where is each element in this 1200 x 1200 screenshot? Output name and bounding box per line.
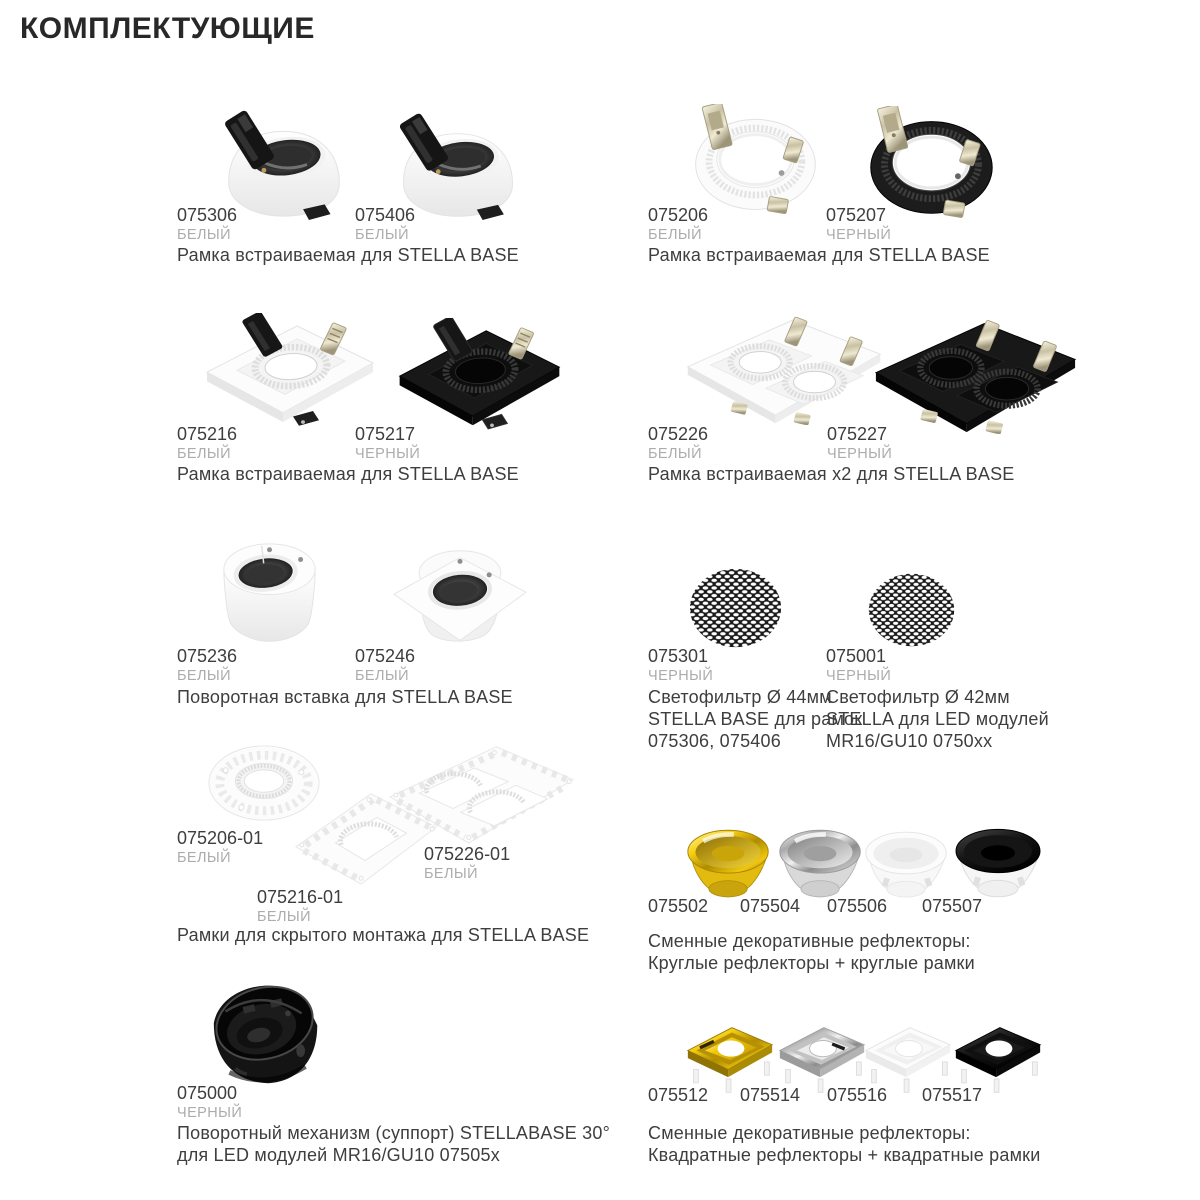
product-code-075502: 075502	[648, 896, 709, 916]
product-description-line: Рамки для скрытого монтажа для STELLA BASE	[177, 925, 590, 945]
product-code-075207: 075207	[826, 205, 887, 225]
product-description	[177, 924, 589, 946]
product-description-line: Рамка встраиваемая для STELLA BASE	[177, 245, 519, 265]
product-code-075512: 075512	[648, 1085, 709, 1105]
product-description	[648, 244, 990, 266]
product-image-075306	[213, 106, 355, 221]
product-image-075507	[952, 825, 1046, 904]
product-code-075226-01: 075226-01	[424, 844, 511, 864]
product-code-075001: 075001	[826, 646, 887, 666]
product-description-line: Сменные декоративные рефлекторы:	[648, 931, 971, 951]
product-variant-075000: ЧЕРНЫЙ	[177, 1105, 243, 1121]
product-description	[648, 930, 975, 974]
product-image-075227	[870, 316, 1082, 434]
product-description	[177, 1122, 610, 1166]
product-variant-075236: БЕЛЫЙ	[177, 668, 231, 684]
product-description	[177, 244, 519, 266]
product-description-line: Рамка встраиваемая для STELLA BASE	[648, 245, 990, 265]
product-code-075236: 075236	[177, 646, 238, 666]
product-image-075000	[206, 978, 328, 1096]
product-code-075516: 075516	[827, 1085, 888, 1105]
product-code-075506: 075506	[827, 896, 888, 916]
product-variant-075226: БЕЛЫЙ	[648, 446, 702, 462]
product-code-075216: 075216	[177, 424, 238, 444]
product-variant-075226-01: БЕЛЫЙ	[424, 866, 478, 882]
product-code-075226: 075226	[648, 424, 709, 444]
product-variant-075246: БЕЛЫЙ	[355, 668, 409, 684]
product-description-line: MR16/GU10 0750xx	[826, 731, 993, 751]
product-variant-075216: БЕЛЫЙ	[177, 446, 231, 462]
product-variant-075206: БЕЛЫЙ	[648, 227, 702, 243]
product-code-075504: 075504	[740, 896, 801, 916]
product-code-075206: 075206	[648, 205, 709, 225]
product-description-line: Сменные декоративные рефлекторы:	[648, 1123, 971, 1143]
product-description-line: 075306, 075406	[648, 731, 781, 751]
product-description-line: Квадратные рефлекторы + квадратные рамки	[648, 1145, 1041, 1165]
product-description-line: STELLA для LED модулей	[826, 709, 1049, 729]
product-code-075000: 075000	[177, 1083, 238, 1103]
product-image-075236	[219, 540, 321, 652]
product-description	[648, 463, 1015, 485]
product-variant-075207: ЧЕРНЫЙ	[826, 227, 892, 243]
product-description-line: для LED модулей MR16/GU10 07505x	[177, 1145, 500, 1165]
product-code-075217: 075217	[355, 424, 416, 444]
product-image-075246	[392, 544, 528, 652]
product-variant-075227: ЧЕРНЫЙ	[827, 446, 893, 462]
product-image-075001	[867, 572, 956, 648]
product-description	[826, 686, 1049, 752]
product-description-line: Рамка встраиваемая x2 для STELLA BASE	[648, 464, 1015, 484]
product-image-075504	[776, 826, 866, 904]
product-image-075502	[684, 826, 774, 904]
product-variant-075216-01: БЕЛЫЙ	[257, 909, 311, 925]
product-variant-075406: БЕЛЫЙ	[355, 227, 409, 243]
product-code-075406: 075406	[355, 205, 416, 225]
product-variant-075217: ЧЕРНЫЙ	[355, 446, 421, 462]
product-code-075301: 075301	[648, 646, 709, 666]
product-description-line: Поворотный механизм (суппорт) STELLABASE 30°	[177, 1123, 610, 1143]
product-code-075246: 075246	[355, 646, 416, 666]
product-code-075216-01: 075216-01	[257, 887, 344, 907]
product-description	[177, 686, 513, 708]
product-description	[648, 1122, 1041, 1166]
product-code-075507: 075507	[922, 896, 983, 916]
product-image-075506	[862, 828, 952, 904]
product-code-075514: 075514	[740, 1085, 801, 1105]
product-image-075206	[685, 104, 825, 219]
product-image-075301	[688, 567, 783, 649]
product-variant-075306: БЕЛЫЙ	[177, 227, 231, 243]
product-code-075306: 075306	[177, 205, 238, 225]
product-code-075227: 075227	[827, 424, 888, 444]
product-code-075206-01: 075206-01	[177, 828, 264, 848]
product-code-075517: 075517	[922, 1085, 983, 1105]
product-image-075217	[390, 318, 568, 438]
product-description-line: Светофильтр Ø 42мм	[826, 687, 1010, 707]
product-image-075226-01	[386, 741, 578, 849]
product-description-line: Светофильтр Ø 44мм	[648, 687, 832, 707]
product-variant-075206-01: БЕЛЫЙ	[177, 850, 231, 866]
product-description-line: Круглые рефлекторы + круглые рамки	[648, 953, 975, 973]
product-description-line: STELLA BASE для рамок	[648, 709, 863, 729]
page-title: КОМПЛЕКТУЮЩИЕ	[20, 12, 315, 45]
product-image-075226	[682, 313, 887, 425]
product-description	[177, 463, 519, 485]
product-variant-075301: ЧЕРНЫЙ	[648, 668, 714, 684]
product-description-line: Поворотная вставка для STELLA BASE	[177, 687, 513, 707]
product-image-075216	[197, 313, 382, 435]
product-description-line: Рамка встраиваемая для STELLA BASE	[177, 464, 519, 484]
product-variant-075001: ЧЕРНЫЙ	[826, 668, 892, 684]
